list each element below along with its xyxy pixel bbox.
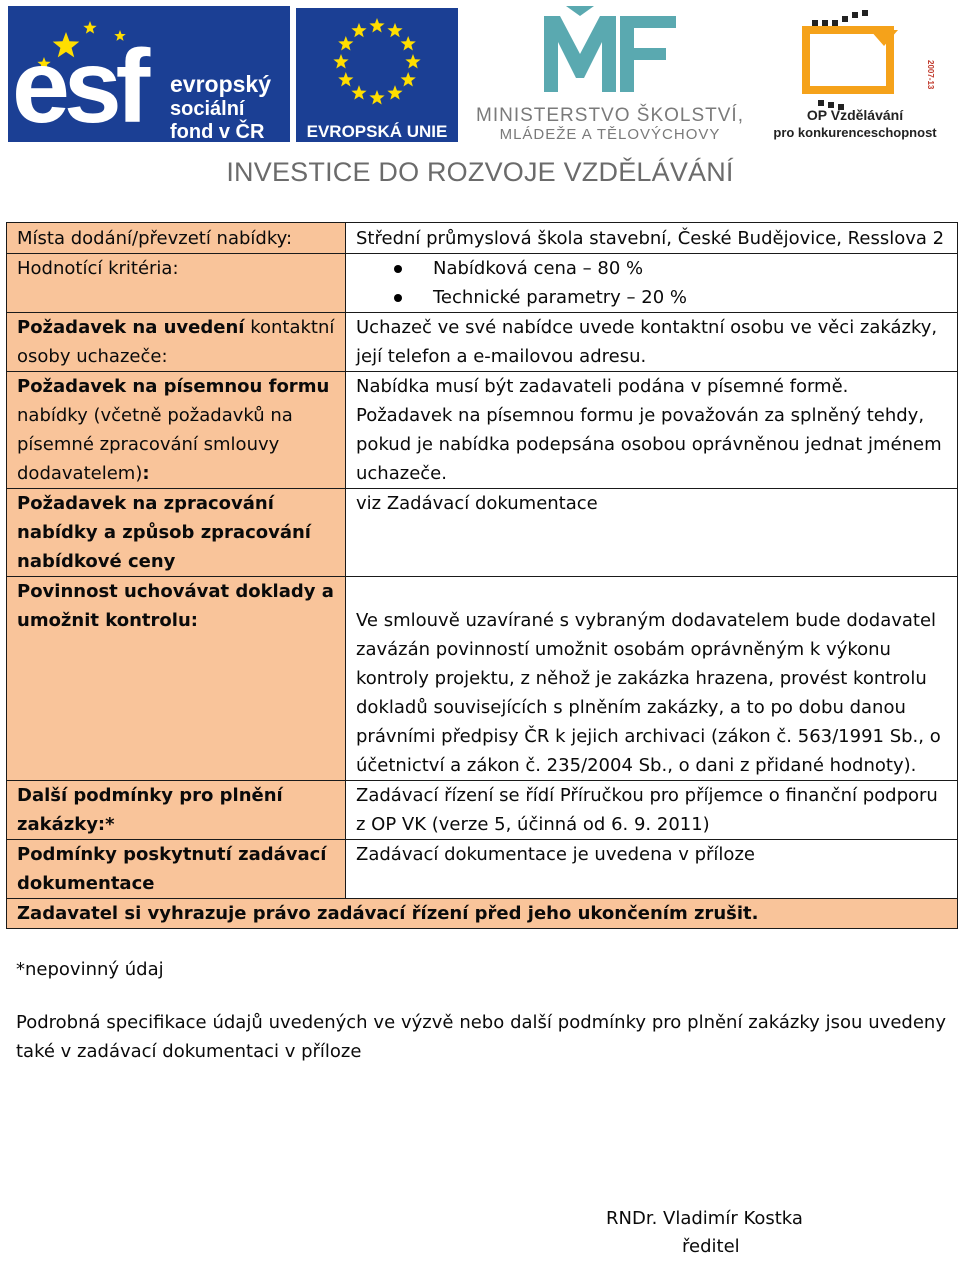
op-line-2: pro konkurenceschopnost xyxy=(773,125,937,140)
table-row xyxy=(7,577,958,781)
label-cell xyxy=(7,372,346,489)
written-form-label-rest: nabídky (včetně požadavků na písemné zpracování smlouvy dodavatelem) xyxy=(17,405,293,484)
list-item: Technické parametry – 20 % xyxy=(356,283,947,312)
footnote: *nepovinný údaj xyxy=(16,959,164,980)
table-row xyxy=(7,840,958,899)
msmt-line-1: MINISTERSTVO ŠKOLSTVÍ, xyxy=(476,105,744,126)
banner-title: INVESTICE DO ROZVOJE VZDĚLÁVÁNÍ xyxy=(226,157,734,187)
value-cell: Ve smlouvě uzavírané s vybraným dodavatelem bude dodavatel zavázán povinností umožnit osobám oprávněným k výkonu kontroly projektu, z něhož je zakázka hrazena, provést kontrolu dokladů souvisejících s plněním zakázky, a to po dobu danou právními předpisy ČR k jejich archivaci (zákon č. 563/1991 Sb., o účetnictví a zákon č. 235/2004 Sb., o dani z přidané hodnoty). xyxy=(346,577,958,781)
esf-letters: esf xyxy=(12,29,145,142)
specification-paragraph: Podrobná specifikace údajů uvedených ve výzvě nebo další podmínky pro plnění zakázky jsou uvedeny také v zadávací dokumentaci v příloze xyxy=(16,1012,946,1062)
table-row xyxy=(7,313,958,372)
contact-label-rest: kontaktní osoby uchazeče: xyxy=(17,317,335,367)
op-vk-logo xyxy=(758,6,952,146)
esf-logo xyxy=(8,6,290,142)
msmt-line-2: MLÁDEŽE A TĚLOVÝCHOVY xyxy=(499,126,721,143)
op-line-1: OP Vzdělávání xyxy=(806,107,904,123)
signature-block xyxy=(606,1205,836,1261)
esf-line-2: sociální xyxy=(170,98,245,120)
written-form-label-bold: Požadavek na písemnou formu xyxy=(17,376,330,397)
label-cell: Místa dodání/převzetí nabídky: xyxy=(7,223,346,254)
label-cell: Podmínky poskytnutí zadávací dokumentace xyxy=(7,840,346,899)
value-cell: viz Zadávací dokumentace xyxy=(346,489,958,577)
label-cell: Povinnost uchovávat doklady a umožnit kontrolu: xyxy=(7,577,346,781)
table-row xyxy=(7,899,958,929)
value-cell: Střední průmyslová škola stavební, České Budějovice, Resslova 2 xyxy=(346,223,958,254)
label-cell: Požadavek na zpracování nabídky a způsob zpracování nabídkové ceny xyxy=(7,489,346,577)
tender-details-table xyxy=(6,222,958,929)
table-row xyxy=(7,489,958,577)
eu-label: EVROPSKÁ UNIE xyxy=(306,122,448,141)
esf-line-3: fond v ČR xyxy=(170,121,265,142)
table-row xyxy=(7,254,958,313)
list-item: Nabídková cena – 80 % xyxy=(356,254,947,283)
criteria-label: Hodnotící kritéria: xyxy=(17,258,179,279)
msmt-logo xyxy=(470,6,750,146)
value-cell: Uchazeč ve své nabídce uvede kontaktní osobu ve věci zakázky, její telefon a e-mailovou adresu. xyxy=(346,313,958,372)
value-cell: Nabídka musí být zadavateli podána v písemné formě. Požadavek na písemnou formu je považován za splněný tehdy, pokud je nabídka podepsána osobou oprávněnou jednat jménem uchazeče. xyxy=(346,372,958,489)
value-cell: Zadávací řízení se řídí Příručkou pro příjemce o finanční podporu z OP VK (verze 5, účinná od 6. 9. 2011) xyxy=(346,781,958,840)
contact-label-lead: Požadavek na uvedení xyxy=(17,317,245,338)
op-years: 2007-13 xyxy=(926,60,935,90)
criteria-list xyxy=(356,254,947,312)
written-form-label-end: : xyxy=(142,463,150,484)
cancellation-notice: Zadavatel si vyhrazuje právo zadávací řízení před jeho ukončením zrušit. xyxy=(7,899,958,929)
eu-flag-logo xyxy=(296,8,458,142)
label-cell xyxy=(7,313,346,372)
table-row xyxy=(7,223,958,254)
table-row xyxy=(7,781,958,840)
value-cell xyxy=(346,254,958,313)
signatory-role: ředitel xyxy=(682,1236,740,1257)
label-cell: Další podmínky pro plnění zakázky:* xyxy=(7,781,346,840)
table-row xyxy=(7,372,958,489)
esf-line-1: evropský xyxy=(170,71,272,97)
label-cell xyxy=(7,254,346,313)
signatory-name: RNDr. Vladimír Kostka xyxy=(606,1208,803,1229)
value-cell: Zadávací dokumentace je uvedena v příloze xyxy=(346,840,958,899)
logo-header xyxy=(0,0,960,200)
